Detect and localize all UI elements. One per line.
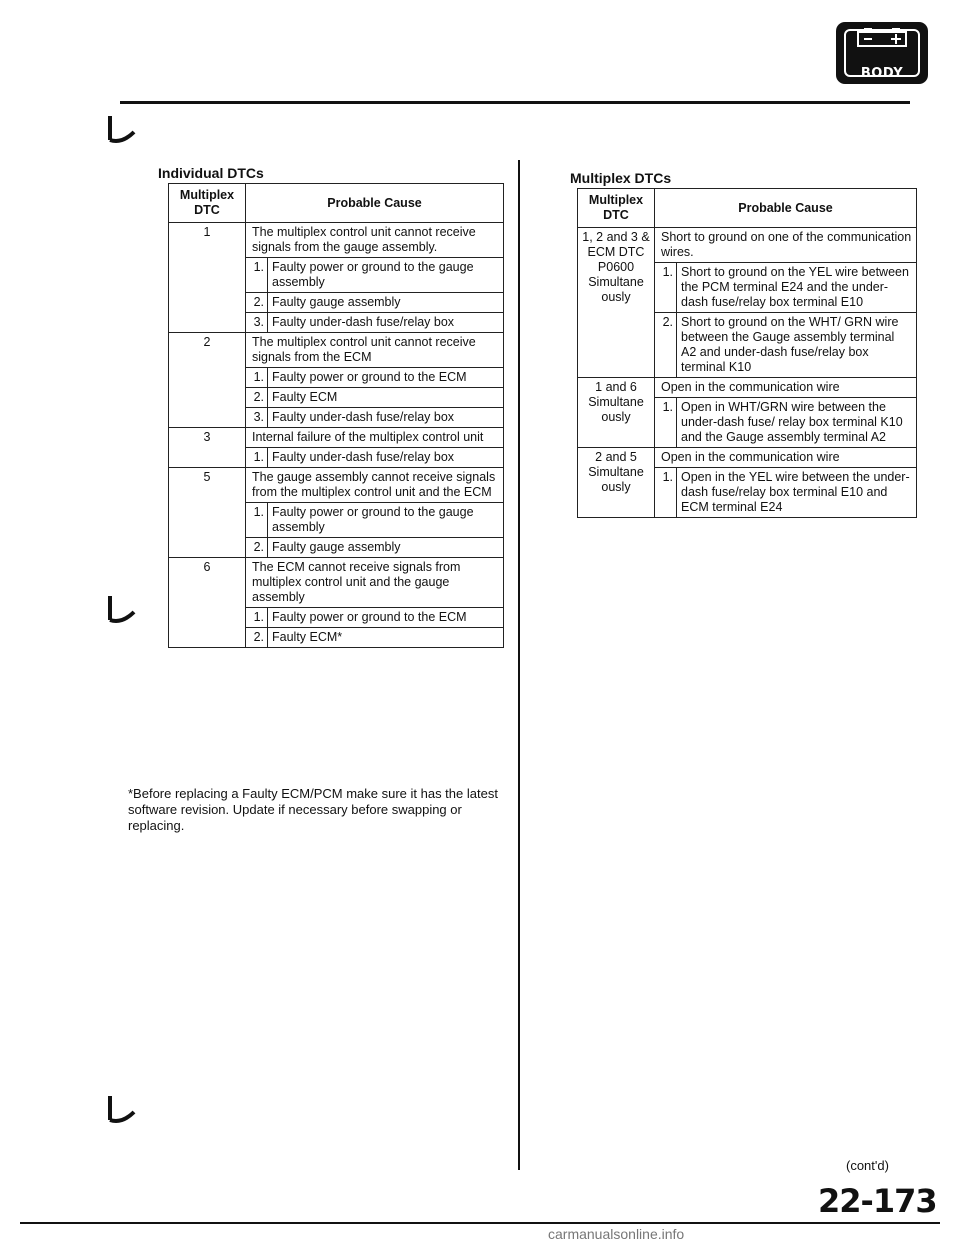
- dtc-code: 1: [169, 223, 246, 333]
- cause-item-number: 2.: [246, 388, 268, 408]
- cause-item-text: Faulty power or ground to the ECM: [268, 368, 504, 388]
- cause-item-text: Short to ground on the YEL wire between the PCM terminal E24 and the under-dash fuse/relay box terminal E10: [677, 263, 917, 313]
- cause-item-number: 1.: [246, 368, 268, 388]
- header-rule: [120, 101, 910, 104]
- table-row: [578, 378, 917, 398]
- cause-item-text: Faulty power or ground to the gauge assembly: [268, 503, 504, 538]
- footnote: *Before replacing a Faulty ECM/PCM make sure it has the latest software revision. Update if necessary before swapping or replacing.: [128, 786, 498, 833]
- table-row: [169, 558, 504, 608]
- cause-item-text: Faulty ECM*: [268, 628, 504, 648]
- cause-item-number: 1.: [655, 263, 677, 313]
- table-row: [169, 223, 504, 258]
- cause-description: Open in the communication wire: [655, 448, 917, 468]
- table-row: [169, 428, 504, 448]
- cause-item-text: Open in the YEL wire between the under-dash fuse/relay box terminal E10 and ECM terminal E24: [677, 468, 917, 518]
- cause-item-number: 1.: [655, 398, 677, 448]
- badge-label: BODY: [860, 66, 904, 81]
- cause-item-number: 1.: [246, 608, 268, 628]
- dtc-code: 2: [169, 333, 246, 428]
- cause-description: The gauge assembly cannot receive signals from the multiplex control unit and the ECM: [246, 468, 504, 503]
- cause-item-number: 2.: [246, 538, 268, 558]
- dtc-code: 5: [169, 468, 246, 558]
- multiplex-dtcs-title: Multiplex DTCs: [570, 170, 672, 186]
- cause-description: The multiplex control unit cannot receive signals from the gauge assembly.: [246, 223, 504, 258]
- cause-item-text: Open in WHT/GRN wire between the under-dash fuse/ relay box terminal K10 and the Gauge assembly terminal A2: [677, 398, 917, 448]
- watermark: carmanualsonline.info: [548, 1226, 685, 1242]
- cause-description: Short to ground on one of the communication wires.: [655, 228, 917, 263]
- dtc-code: 1, 2 and 3 & ECM DTC P0600 Simultane ously: [578, 228, 655, 378]
- cause-item-text: Faulty gauge assembly: [268, 538, 504, 558]
- header-multiplex-dtc: Multiplex DTC: [169, 184, 246, 223]
- header-probable-cause: Probable Cause: [246, 184, 504, 223]
- cause-item-text: Faulty ECM: [268, 388, 504, 408]
- cause-item-number: 1.: [246, 503, 268, 538]
- battery-icon: [856, 26, 908, 48]
- multiplex-dtc-table: [577, 188, 917, 518]
- individual-dtc-table: [168, 183, 504, 648]
- cause-item-number: 3.: [246, 408, 268, 428]
- dtc-code: 3: [169, 428, 246, 468]
- table-row: [578, 448, 917, 468]
- cause-item-number: 1.: [246, 258, 268, 293]
- cause-item-text: Faulty under-dash fuse/relay box: [268, 448, 504, 468]
- cause-item-number: 3.: [246, 313, 268, 333]
- binder-mark-icon: [104, 594, 138, 624]
- header-probable-cause: Probable Cause: [655, 189, 917, 228]
- cause-item-text: Faulty power or ground to the gauge assembly: [268, 258, 504, 293]
- cause-item-text: Faulty under-dash fuse/relay box: [268, 313, 504, 333]
- cause-description: The multiplex control unit cannot receive signals from the ECM: [246, 333, 504, 368]
- header-multiplex-dtc: Multiplex DTC: [578, 189, 655, 228]
- column-divider: [518, 160, 520, 1170]
- dtc-code: 2 and 5 Simultane ously: [578, 448, 655, 518]
- cause-item-text: Short to ground on the WHT/ GRN wire between the Gauge assembly terminal A2 and under-dash fuse/relay box terminal K10: [677, 313, 917, 378]
- cause-description: Open in the communication wire: [655, 378, 917, 398]
- cause-item-text: Faulty under-dash fuse/relay box: [268, 408, 504, 428]
- cause-description: Internal failure of the multiplex control unit: [246, 428, 504, 448]
- cause-item-text: Faulty power or ground to the ECM: [268, 608, 504, 628]
- binder-mark-icon: [104, 114, 138, 144]
- cause-item-number: 2.: [246, 293, 268, 313]
- cause-item-number: 1.: [246, 448, 268, 468]
- table-row: [169, 333, 504, 368]
- individual-dtcs-title: Individual DTCs: [158, 165, 264, 181]
- continued-label: (cont'd): [846, 1158, 889, 1173]
- table-row: [578, 228, 917, 263]
- page-number: 22-173: [818, 1182, 937, 1220]
- section-badge: [836, 22, 928, 84]
- cause-item-number: 2.: [246, 628, 268, 648]
- dtc-code: 1 and 6 Simultane ously: [578, 378, 655, 448]
- cause-description: The ECM cannot receive signals from multiplex control unit and the gauge assembly: [246, 558, 504, 608]
- binder-mark-icon: [104, 1094, 138, 1124]
- cause-item-number: 2.: [655, 313, 677, 378]
- dtc-code: 6: [169, 558, 246, 648]
- cause-item-number: 1.: [655, 468, 677, 518]
- table-row: [169, 468, 504, 503]
- bottom-rule: [20, 1222, 940, 1224]
- cause-item-text: Faulty gauge assembly: [268, 293, 504, 313]
